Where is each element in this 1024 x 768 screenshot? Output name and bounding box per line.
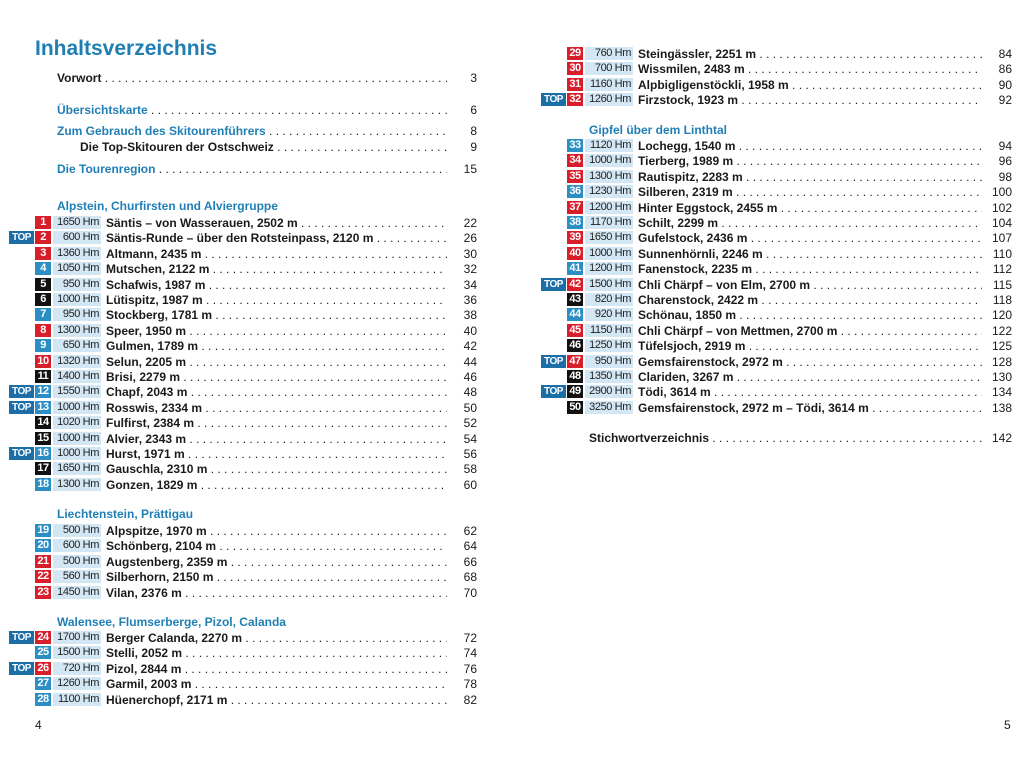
tour-number-badge: 31 (567, 78, 583, 91)
page-number-right: 5 (1004, 718, 1011, 732)
elevation-gain: 1320 Hm (53, 355, 101, 368)
tour-row[interactable] (567, 154, 1012, 168)
tour-page: 62 (463, 524, 477, 538)
tour-row[interactable] (35, 539, 477, 553)
tour-name: Schilt, 2299 m . . . (638, 216, 982, 230)
tour-page: 107 (991, 231, 1012, 246)
top-badge: TOP (541, 93, 566, 106)
toc-entry-page: 8 (470, 124, 477, 138)
tour-number-badge: 45 (567, 324, 583, 337)
elevation-gain: 1700 Hm (53, 631, 101, 644)
tour-name: Fulfirst, 2384 m . . . (106, 416, 447, 430)
tour-row[interactable] (12, 385, 477, 400)
toc-entry-label: Übersichtskarte . . . (57, 103, 447, 118)
tour-row[interactable] (567, 47, 1012, 61)
section-heading-alpstein: Alpstein, Churfirsten und Alviergruppe (57, 199, 278, 213)
tour-row[interactable] (35, 308, 477, 322)
tour-number-badge: 20 (35, 539, 51, 552)
tour-name: Hurst, 1971 m . . . (106, 447, 447, 461)
tour-row[interactable] (35, 586, 477, 600)
elevation-gain: 560 Hm (53, 570, 101, 583)
tour-name: Stelli, 2052 m . . . (106, 646, 447, 660)
tour-number-badge: 14 (35, 416, 51, 429)
tour-number-badge: 11 (35, 370, 51, 383)
tour-page: 60 (463, 477, 477, 492)
toc-entry-label: Vorwort . . . (57, 71, 447, 86)
tour-row[interactable] (567, 216, 1012, 230)
tour-name: Charenstock, 2422 m . . . (638, 293, 982, 307)
tour-name: Alpbigligenstöckli, 1958 m . . . (638, 78, 982, 92)
tour-name: Gemsfairenstock, 2972 m . . . (638, 355, 982, 369)
elevation-gain: 1000 Hm (53, 432, 101, 445)
tour-row[interactable] (35, 293, 477, 307)
top-badge: TOP (9, 631, 34, 644)
tour-row[interactable] (567, 339, 1012, 353)
tour-name: Sunnenhörnli, 2246 m . . . (638, 247, 982, 261)
tour-page: 102 (991, 200, 1012, 215)
toc-entry-index[interactable] (589, 431, 1012, 446)
tour-page: 82 (463, 692, 477, 707)
tour-row[interactable] (12, 400, 477, 415)
tour-row[interactable] (35, 416, 477, 430)
tour-name: Chapf, 2043 m . . . (106, 385, 447, 399)
tour-page: 50 (463, 400, 477, 415)
toc-entry-page: 142 (991, 431, 1012, 445)
tour-number-badge: 43 (567, 293, 583, 306)
tour-row[interactable] (35, 216, 477, 230)
elevation-gain: 1260 Hm (53, 677, 101, 690)
elevation-gain: 1120 Hm (585, 139, 633, 152)
elevation-gain: 1300 Hm (53, 478, 101, 491)
tour-name: Speer, 1950 m . . . (106, 324, 447, 338)
elevation-gain: 1400 Hm (53, 370, 101, 383)
tour-row[interactable] (567, 62, 1012, 76)
tour-number-badge: 8 (35, 324, 51, 337)
tour-name: Gulmen, 1789 m . . . (106, 339, 447, 353)
tour-row[interactable] (35, 370, 477, 384)
tour-number-badge: 10 (35, 355, 51, 368)
tour-name: Augstenberg, 2359 m . . . (106, 555, 447, 569)
tour-number-badge: 17 (35, 462, 51, 475)
tour-name: Lütispitz, 1987 m . . . (106, 293, 447, 307)
tour-page: 64 (463, 539, 477, 554)
tour-number-badge: 44 (567, 308, 583, 321)
tour-page: 112 (992, 262, 1012, 277)
elevation-gain: 1650 Hm (53, 462, 101, 475)
elevation-gain: 950 Hm (585, 355, 633, 368)
tour-row[interactable] (567, 247, 1012, 261)
elevation-gain: 1360 Hm (53, 247, 101, 260)
elevation-gain: 1000 Hm (585, 247, 633, 260)
elevation-gain: 1300 Hm (53, 324, 101, 337)
tour-number-badge: 28 (35, 693, 51, 706)
tour-number-badge: 42 (567, 278, 583, 291)
tour-page: 96 (998, 154, 1012, 169)
elevation-gain: 600 Hm (53, 231, 101, 244)
tour-number-badge: 32 (567, 93, 583, 106)
tour-number-badge: 40 (567, 247, 583, 260)
tour-number-badge: 30 (567, 62, 583, 75)
tour-page: 110 (992, 246, 1012, 261)
tour-page: 72 (463, 631, 477, 645)
tour-page: 42 (463, 339, 477, 354)
tour-number-badge: 38 (567, 216, 583, 229)
tour-name: Gemsfairenstock, 2972 m – Tödi, 3614 m . . . (638, 401, 982, 415)
tour-number-badge: 39 (567, 231, 583, 244)
tour-number-badge: 37 (567, 201, 583, 214)
tour-row[interactable] (12, 631, 477, 645)
tour-row[interactable] (35, 339, 477, 353)
elevation-gain: 2900 Hm (585, 385, 633, 398)
tour-row[interactable] (567, 139, 1012, 153)
tour-row[interactable] (35, 677, 477, 691)
tour-name: Silberhorn, 2150 m . . . (106, 570, 447, 584)
tour-page: 38 (463, 308, 477, 323)
tour-page: 84 (998, 47, 1012, 61)
tour-page: 34 (463, 277, 477, 292)
tour-name: Steingässler, 2251 m . . . (638, 47, 982, 61)
tour-page: 125 (991, 339, 1012, 354)
tour-number-badge: 24 (35, 631, 51, 644)
tour-row[interactable] (567, 201, 1012, 215)
tour-name: Schönau, 1850 m . . . (638, 308, 982, 322)
tour-name: Chli Chärpf – von Elm, 2700 m . . . (638, 278, 982, 292)
tour-page: 115 (992, 277, 1012, 292)
tour-row[interactable] (567, 370, 1012, 384)
tour-number-badge: 46 (567, 339, 583, 352)
tour-row[interactable] (567, 401, 1012, 415)
tour-number-badge: 9 (35, 339, 51, 352)
right-column (544, 0, 1012, 768)
tour-name: Firzstock, 1923 m . . . (638, 93, 982, 107)
tour-page: 36 (463, 293, 477, 307)
tour-page: 86 (998, 62, 1012, 77)
elevation-gain: 950 Hm (53, 278, 101, 291)
tour-page: 70 (463, 585, 477, 600)
top-badge: TOP (9, 662, 34, 675)
tour-name: Wissmilen, 2483 m . . . (638, 62, 982, 76)
top-badge: TOP (541, 385, 566, 398)
elevation-gain: 600 Hm (53, 539, 101, 552)
elevation-gain: 760 Hm (585, 47, 633, 60)
elevation-gain: 1500 Hm (53, 646, 101, 659)
tour-name: Schafwis, 1987 m . . . (106, 278, 447, 292)
tour-number-badge: 50 (567, 401, 583, 414)
tour-name: Hinter Eggstock, 2455 m . . . (638, 201, 982, 215)
top-badge: TOP (541, 355, 566, 368)
top-badge: TOP (9, 401, 34, 414)
tour-name: Gufelstock, 2436 m . . . (638, 231, 982, 245)
elevation-gain: 820 Hm (585, 293, 633, 306)
elevation-gain: 720 Hm (53, 662, 101, 675)
tour-row[interactable] (35, 278, 477, 292)
tour-name: Tierberg, 1989 m . . . (638, 154, 982, 168)
tour-number-badge: 7 (35, 308, 51, 321)
tour-page: 54 (463, 431, 477, 446)
tour-number-badge: 5 (35, 278, 51, 291)
elevation-gain: 1650 Hm (585, 231, 633, 244)
top-badge: TOP (9, 231, 34, 244)
tour-name: Alpspitze, 1970 m . . . (106, 524, 447, 538)
tour-number-badge: 27 (35, 677, 51, 690)
tour-row[interactable] (567, 308, 1012, 322)
toc-entry[interactable] (80, 140, 477, 155)
tour-row[interactable] (544, 385, 1012, 400)
tour-page: 26 (463, 231, 477, 246)
tour-page: 122 (991, 323, 1012, 338)
tour-number-badge: 41 (567, 262, 583, 275)
tour-number-badge: 18 (35, 478, 51, 491)
tour-row[interactable] (12, 447, 477, 461)
toc-entry[interactable] (57, 162, 477, 177)
elevation-gain: 1230 Hm (585, 185, 633, 198)
tour-name: Brisi, 2279 m . . . (106, 370, 447, 384)
elevation-gain: 950 Hm (53, 308, 101, 321)
tour-page: 104 (991, 216, 1012, 230)
section-heading-liechtenstein: Liechtenstein, Prättigau (57, 507, 194, 521)
elevation-gain: 1050 Hm (53, 262, 101, 275)
tour-name: Tüfelsjoch, 2919 m . . . (638, 339, 982, 353)
tour-number-badge: 36 (567, 185, 583, 198)
tour-row[interactable] (567, 78, 1012, 92)
section-heading-linthtal: Gipfel über dem Linthtal (589, 123, 728, 137)
tour-name: Vilan, 2376 m . . . (106, 586, 447, 600)
elevation-gain: 500 Hm (53, 555, 101, 568)
tour-name: Rosswis, 2334 m . . . (106, 401, 447, 415)
tour-page: 130 (991, 370, 1012, 384)
section-heading-walensee: Walensee, Flumserberge, Pizol, Calanda (57, 615, 286, 629)
tour-page: 90 (998, 77, 1012, 92)
elevation-gain: 1350 Hm (585, 370, 633, 383)
tour-name: Fanenstock, 2235 m . . . (638, 262, 982, 276)
tour-row[interactable] (35, 355, 477, 369)
tour-page: 22 (463, 216, 477, 230)
toc-entry[interactable] (57, 71, 477, 86)
tour-name: Stockberg, 1781 m . . . (106, 308, 447, 322)
elevation-gain: 920 Hm (585, 308, 633, 321)
tour-page: 74 (463, 646, 477, 661)
tour-row[interactable] (35, 262, 477, 276)
tour-row[interactable] (35, 478, 477, 492)
elevation-gain: 1200 Hm (585, 262, 633, 275)
elevation-gain: 1550 Hm (53, 385, 101, 398)
tour-name: Altmann, 2435 m . . . (106, 247, 447, 261)
tour-page: 94 (998, 139, 1012, 153)
tour-page: 78 (463, 677, 477, 692)
tour-name: Chli Chärpf – von Mettmen, 2700 m . . . (638, 324, 982, 338)
elevation-gain: 1170 Hm (585, 216, 633, 229)
tour-name: Pizol, 2844 m . . . (106, 662, 447, 676)
tour-row[interactable] (35, 693, 477, 707)
tour-name: Rautispitz, 2283 m . . . (638, 170, 982, 184)
elevation-gain: 700 Hm (585, 62, 633, 75)
tour-name: Säntis-Runde – über den Rotsteinpass, 2120 m . . . (106, 231, 447, 245)
tour-page: 48 (463, 385, 477, 400)
tour-name: Gonzen, 1829 m . . . (106, 478, 447, 492)
tour-page: 98 (998, 169, 1012, 184)
tour-name: Lochegg, 1540 m . . . (638, 139, 982, 153)
top-badge: TOP (9, 447, 34, 460)
elevation-gain: 1260 Hm (585, 93, 633, 106)
tour-row[interactable] (35, 432, 477, 446)
tour-page: 30 (463, 246, 477, 261)
tour-name: Silberen, 2319 m . . . (638, 185, 982, 199)
elevation-gain: 1150 Hm (585, 324, 633, 337)
elevation-gain: 500 Hm (53, 524, 101, 537)
tour-page: 56 (463, 447, 477, 461)
tour-number-badge: 23 (35, 586, 51, 599)
tour-number-badge: 6 (35, 293, 51, 306)
tour-number-badge: 13 (35, 401, 51, 414)
tour-row[interactable] (35, 570, 477, 584)
elevation-gain: 1500 Hm (585, 278, 633, 291)
toc-entry-label: Die Tourenregion . . . (57, 162, 447, 177)
toc-entry-page: 15 (463, 162, 477, 176)
tour-name: Tödi, 3614 m . . . (638, 385, 982, 399)
tour-page: 58 (463, 462, 477, 477)
tour-number-badge: 25 (35, 646, 51, 659)
tour-name: Schönberg, 2104 m . . . (106, 539, 447, 553)
tour-row[interactable] (35, 247, 477, 261)
tour-page: 46 (463, 370, 477, 384)
tour-page: 134 (991, 385, 1012, 400)
tour-page: 118 (992, 293, 1012, 307)
tour-page: 128 (991, 354, 1012, 369)
tour-name: Mutschen, 2122 m . . . (106, 262, 447, 276)
toc-entry-page: 9 (470, 140, 477, 154)
top-badge: TOP (9, 385, 34, 398)
tour-row[interactable] (35, 324, 477, 338)
toc-entry-label: Stichwortverzeichnis . . . (589, 431, 982, 446)
tour-row[interactable] (544, 354, 1012, 369)
tour-row[interactable] (35, 524, 477, 538)
tour-row[interactable] (544, 277, 1012, 292)
elevation-gain: 1200 Hm (585, 201, 633, 214)
tour-row[interactable] (567, 262, 1012, 276)
tour-row[interactable] (567, 324, 1012, 338)
elevation-gain: 1000 Hm (53, 447, 101, 460)
tour-name: Säntis – von Wasserauen, 2502 m . . . (106, 216, 447, 230)
tour-name: Hüenerchopf, 2171 m . . . (106, 693, 447, 707)
elevation-gain: 1020 Hm (53, 416, 101, 429)
toc-entry-page: 3 (470, 71, 477, 85)
tour-name: Alvier, 2343 m . . . (106, 432, 447, 446)
toc-entry-page: 6 (470, 103, 477, 117)
tour-number-badge: 47 (567, 355, 583, 368)
tour-number-badge: 4 (35, 262, 51, 275)
tour-name: Clariden, 3267 m . . . (638, 370, 982, 384)
tour-row[interactable] (35, 462, 477, 476)
tour-row[interactable] (567, 185, 1012, 199)
elevation-gain: 3250 Hm (585, 401, 633, 414)
tour-page: 40 (463, 323, 477, 338)
tour-page: 138 (991, 400, 1012, 415)
tour-row[interactable] (567, 293, 1012, 307)
tour-page: 100 (991, 185, 1012, 200)
elevation-gain: 1300 Hm (585, 170, 633, 183)
toc-entry-label: Die Top-Skitouren der Ostschweiz . . . (80, 140, 447, 155)
elevation-gain: 1000 Hm (53, 401, 101, 414)
tour-number-badge: 12 (35, 385, 51, 398)
tour-page: 92 (998, 93, 1012, 108)
elevation-gain: 1000 Hm (53, 293, 101, 306)
elevation-gain: 1450 Hm (53, 586, 101, 599)
tour-page: 32 (463, 262, 477, 277)
tour-number-badge: 15 (35, 432, 51, 445)
elevation-gain: 1650 Hm (53, 216, 101, 229)
tour-number-badge: 16 (35, 447, 51, 460)
page-number-left: 4 (35, 718, 42, 732)
tour-number-badge: 21 (35, 555, 51, 568)
tour-row[interactable] (12, 231, 477, 246)
tour-page: 68 (463, 570, 477, 585)
tour-number-badge: 22 (35, 570, 51, 583)
elevation-gain: 650 Hm (53, 339, 101, 352)
tour-number-badge: 3 (35, 247, 51, 260)
tour-number-badge: 35 (567, 170, 583, 183)
tour-number-badge: 2 (35, 231, 51, 244)
elevation-gain: 1100 Hm (53, 693, 101, 706)
elevation-gain: 1000 Hm (585, 154, 633, 167)
toc-entry[interactable] (57, 124, 477, 139)
tour-row[interactable] (544, 93, 1012, 108)
tour-row[interactable] (567, 231, 1012, 245)
elevation-gain: 1160 Hm (585, 78, 633, 91)
tour-row[interactable] (35, 555, 477, 569)
tour-number-badge: 48 (567, 370, 583, 383)
tour-number-badge: 29 (567, 47, 583, 60)
tour-row[interactable] (35, 646, 477, 660)
tour-name: Selun, 2205 m . . . (106, 355, 447, 369)
tour-number-badge: 1 (35, 216, 51, 229)
tour-page: 52 (463, 416, 477, 431)
tour-number-badge: 26 (35, 662, 51, 675)
tour-number-badge: 19 (35, 524, 51, 537)
page-title: Inhaltsverzeichnis (35, 37, 218, 60)
tour-number-badge: 49 (567, 385, 583, 398)
elevation-gain: 1250 Hm (585, 339, 633, 352)
tour-number-badge: 33 (567, 139, 583, 152)
tour-name: Garmil, 2003 m . . . (106, 677, 447, 691)
tour-page: 66 (463, 554, 477, 569)
tour-number-badge: 34 (567, 154, 583, 167)
tour-name: Gauschla, 2310 m . . . (106, 462, 447, 476)
toc-entry[interactable] (57, 103, 477, 118)
toc-entry-label: Zum Gebrauch des Skitourenführers . . . (57, 124, 447, 139)
left-column (12, 0, 477, 768)
tour-row[interactable] (12, 661, 477, 676)
top-badge: TOP (541, 278, 566, 291)
tour-page: 76 (463, 661, 477, 676)
tour-page: 44 (463, 354, 477, 369)
tour-page: 120 (991, 308, 1012, 323)
tour-row[interactable] (567, 170, 1012, 184)
tour-name: Berger Calanda, 2270 m . . . (106, 631, 447, 645)
